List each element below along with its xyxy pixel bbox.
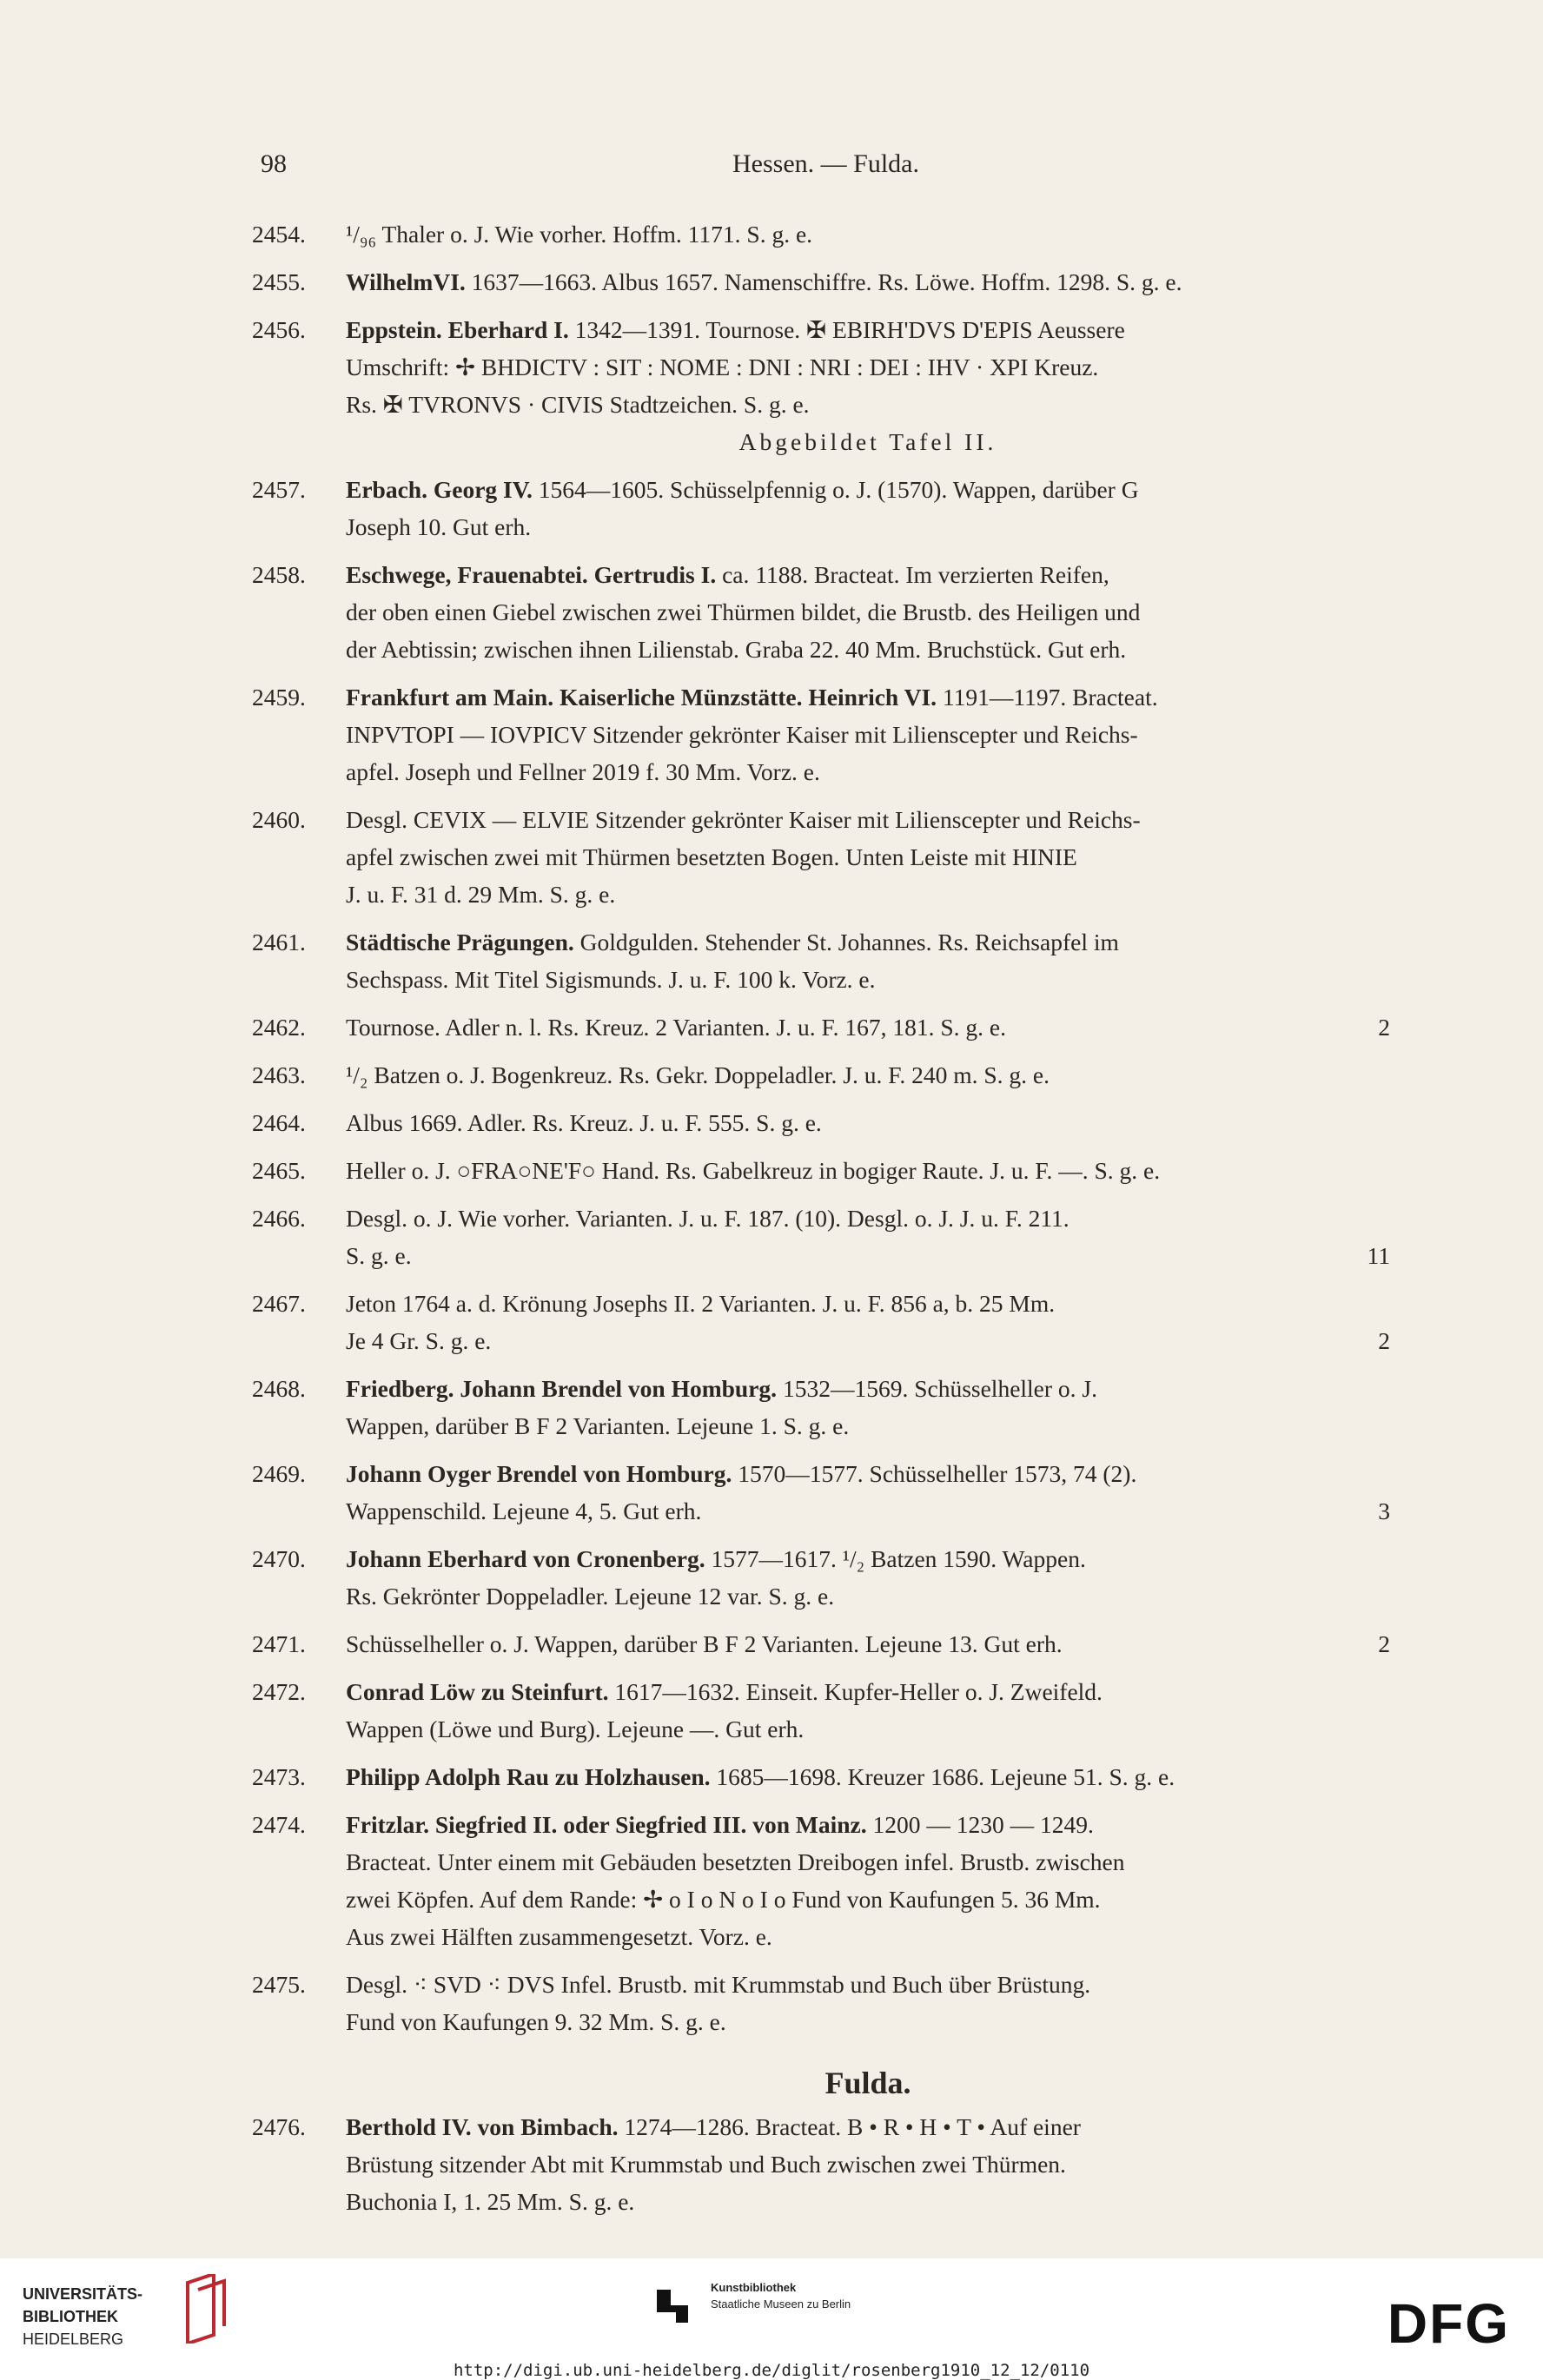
catalogue-entry [252, 1966, 1390, 2040]
entry-line [346, 1008, 1390, 1046]
entry-line [346, 716, 1390, 753]
entry-text: der oben einen Giebel zwischen zwei Thürmen bildet, die Brustb. des Heiligen und [346, 598, 1141, 625]
catalogue-entry [252, 215, 1390, 253]
entry-line [346, 1152, 1390, 1189]
entry-heading: Erbach. Georg IV. [346, 476, 533, 503]
entry-text: 1564—1605. Schüsselpfennig o. J. (1570). Wappen, darüber G [538, 476, 1139, 503]
entry-text: 1342—1391. Tournose. ✠ EBIRH'DVS D'EPIS Aeussere [574, 316, 1125, 343]
entry-text: 1532—1569. Schüsselheller o. J. [782, 1375, 1097, 1402]
entry-text: Wappen (Löwe und Burg). Lejeune —. Gut erh. [346, 1716, 805, 1742]
entry-line [346, 1237, 1390, 1274]
entry-number: 2460. [252, 806, 306, 833]
catalogue-entry [252, 1806, 1390, 1955]
entry-text: ¹/₉₆ Thaler o. J. Wie vorher. Hoffm. 1171. S. g. e. [346, 221, 813, 248]
catalogue-entry [252, 1540, 1390, 1615]
entry-text: 1577—1617. ¹/₂ Batzen 1590. Wappen. [711, 1545, 1086, 1572]
entry-text: 1617—1632. Einseit. Kupfer-Heller o. J. Zweifeld. [614, 1678, 1103, 1705]
entry-line [346, 348, 1390, 386]
catalogue-entry [252, 1056, 1390, 1094]
entry-line [346, 1577, 1390, 1615]
catalogue-entry [252, 2108, 1390, 2220]
entry-line [346, 1881, 1390, 1918]
entry-line [346, 556, 1390, 593]
entry-heading: Johann Oyger Brendel von Homburg. [346, 1460, 732, 1487]
entry-number: 2455. [252, 268, 306, 295]
entry-text: Goldgulden. Stehender St. Johannes. Rs. Reichsapfel im [579, 929, 1119, 955]
entry-line [346, 263, 1390, 301]
plate-caption: Abgebildet Tafel II. [738, 428, 997, 455]
entry-line [346, 311, 1390, 348]
catalogue-entries [252, 215, 1390, 2231]
entry-text: Tournose. Adler n. l. Rs. Kreuz. 2 Varianten. J. u. F. 167, 181. S. g. e. [346, 1014, 1006, 1041]
library-name-line3: HEIDELBERG [23, 2330, 124, 2348]
entry-line [346, 1104, 1390, 1141]
entry-heading: Johann Eberhard von Cronenberg. [346, 1545, 705, 1572]
entry-number: 2459. [252, 684, 306, 711]
entry-line [346, 923, 1390, 961]
catalogue-entry [252, 1758, 1390, 1795]
entry-number: 2465. [252, 1157, 306, 1184]
catalogue-entry [252, 923, 1390, 998]
entry-line [346, 1843, 1390, 1881]
entry-heading: Conrad Löw zu Steinfurt. [346, 1678, 609, 1705]
entry-text: Rs. Gekrönter Doppeladler. Lejeune 12 var. S. g. e. [346, 1583, 835, 1610]
entry-text: 1685—1698. Kreuzer 1686. Lejeune 51. S. g. e. [716, 1763, 1175, 1790]
entry-line [346, 1966, 1390, 2003]
permalink-url[interactable]: http://digi.ub.uni-heidelberg.de/diglit/rosenberg1910_12_12/0110 [453, 2361, 1090, 2380]
entry-line [346, 1322, 1390, 1359]
entry-text: 1274—1286. Bracteat. B • R • H • T • Auf einer [624, 2113, 1081, 2140]
catalogue-entry [252, 263, 1390, 301]
catalogue-entry [252, 1152, 1390, 1189]
catalogue-entry [252, 1370, 1390, 1445]
kunstbibliothek-logo [650, 2278, 911, 2347]
entry-text: 1637—1663. Albus 1657. Namenschiffre. Rs. Löwe. Hoffm. 1298. S. g. e. [471, 268, 1182, 295]
entry-text: INPVTOPI — IOVPICV Sitzender gekrönter Kaiser mit Lilienscepter und Reichs- [346, 721, 1138, 748]
entry-line [346, 2003, 1390, 2040]
catalogue-entry [252, 471, 1390, 545]
running-header [261, 149, 1391, 188]
entry-heading: Eschwege, Frauenabtei. Gertrudis I. [346, 561, 717, 588]
entry-line [346, 1806, 1390, 1843]
entry-text: ca. 1188. Bracteat. Im verzierten Reifen, [722, 561, 1109, 588]
entry-line [346, 801, 1390, 838]
catalogue-entry [252, 1104, 1390, 1141]
catalogue-entry [252, 1200, 1390, 1274]
entry-number: 2462. [252, 1014, 306, 1041]
running-title: Hessen. — Fulda. [732, 149, 919, 178]
entry-heading: Frankfurt am Main. Kaiserliche Münzstätte. Heinrich VI. [346, 684, 937, 711]
entry-line [346, 961, 1390, 998]
entry-number: 2471. [252, 1630, 306, 1657]
entry-text: Rs. ✠ TVRONVS · CIVIS Stadtzeichen. S. g. e. [346, 391, 810, 418]
entry-line [346, 2183, 1390, 2220]
entry-text: J. u. F. 31 d. 29 Mm. S. g. e. [346, 881, 616, 908]
catalogue-entry [252, 1625, 1390, 1663]
entry-count: 3 [1378, 1497, 1390, 1524]
entry-text: Desgl. o. J. Wie vorher. Varianten. J. u. F. 187. (10). Desgl. o. J. J. u. F. 211. [346, 1205, 1070, 1232]
entry-number: 2461. [252, 929, 306, 955]
entry-heading: Fritzlar. Siegfried II. oder Siegfried III. von Mainz. [346, 1811, 867, 1838]
entry-text: Sechspass. Mit Titel Sigismunds. J. u. F. 100 k. Vorz. e. [346, 966, 876, 993]
entry-text: 1200 — 1230 — 1249. [872, 1811, 1094, 1838]
entry-line [346, 593, 1390, 631]
catalogue-entry [252, 1455, 1390, 1530]
entry-text: apfel zwischen zwei mit Thürmen besetzten Bogen. Unten Leiste mit HINIE [346, 843, 1077, 870]
kunstbibliothek-emblem-icon [650, 2281, 695, 2326]
entry-line [346, 1918, 1390, 1955]
entry-line [346, 1710, 1390, 1748]
entry-line [346, 2145, 1390, 2183]
catalogue-entry [252, 1285, 1390, 1359]
entry-line [346, 508, 1390, 545]
entry-number: 2473. [252, 1763, 306, 1790]
entry-number: 2475. [252, 1971, 306, 1998]
entry-number: 2463. [252, 1061, 306, 1088]
section-heading-fulda: Fulda. [824, 2066, 911, 2100]
entry-number: 2476. [252, 2113, 306, 2140]
entry-text: Wappenschild. Lejeune 4, 5. Gut erh. [346, 1497, 702, 1524]
entry-text: S. g. e. [346, 1242, 412, 1269]
entry-text: Desgl. ⁖ SVD ⁖ DVS Infel. Brustb. mit Krummstab und Buch über Brüstung. [346, 1971, 1091, 1998]
entry-text: 1570—1577. Schüsselheller 1573, 74 (2). [738, 1460, 1137, 1487]
entry-line [346, 215, 1390, 253]
entry-line [346, 1455, 1390, 1492]
entry-line [346, 1285, 1390, 1322]
entry-count: 2 [1378, 1327, 1390, 1354]
entry-text: apfel. Joseph und Fellner 2019 f. 30 Mm. Vorz. e. [346, 758, 820, 785]
catalogue-entry [252, 1673, 1390, 1748]
entry-text: Je 4 Gr. S. g. e. [346, 1327, 492, 1354]
library-name-line2: BIBLIOTHEK [23, 2308, 118, 2325]
entry-line [346, 838, 1390, 876]
entry-text: Fund von Kaufungen 9. 32 Mm. S. g. e. [346, 2008, 726, 2035]
kb-subtitle: Staatliche Museen zu Berlin [711, 2297, 851, 2311]
kb-title: Kunstbibliothek [711, 2281, 797, 2294]
entry-count: 2 [1378, 1630, 1390, 1657]
entry-line [346, 678, 1390, 716]
entry-heading: Philipp Adolph Rau zu Holzhausen. [346, 1763, 711, 1790]
entry-number: 2468. [252, 1375, 306, 1402]
entry-count: 2 [1378, 1014, 1390, 1041]
entry-text: Brüstung sitzender Abt mit Krummstab und Buch zwischen zwei Thürmen. [346, 2151, 1066, 2178]
entry-text: Desgl. CEVIX — ELVIE Sitzender gekrönter Kaiser mit Lilienscepter und Reichs- [346, 806, 1141, 833]
entry-text: Umschrift: ✢ BHDICTV : SIT : NOME : DNI : NRI : DEI : IHV · XPI Kreuz. [346, 354, 1099, 380]
entry-line [346, 1492, 1390, 1530]
entry-count: 11 [1367, 1242, 1390, 1269]
library-emblem-icon [179, 2274, 231, 2344]
entry-text: ¹/₂ Batzen o. J. Bogenkreuz. Rs. Gekr. Doppeladler. J. u. F. 240 m. S. g. e. [346, 1061, 1050, 1088]
dfg-logo: DFG [1387, 2292, 1510, 2355]
entry-text: Joseph 10. Gut erh. [346, 513, 532, 540]
entry-heading: Eppstein. Eberhard I. [346, 316, 569, 343]
fulda-entry-list [252, 2108, 1390, 2220]
catalogue-entry [252, 311, 1390, 460]
entry-text: Albus 1669. Adler. Rs. Kreuz. J. u. F. 555. S. g. e. [346, 1109, 822, 1136]
entry-text: Jeton 1764 a. d. Krönung Josephs II. 2 Varianten. J. u. F. 856 a, b. 25 Mm. [346, 1290, 1056, 1317]
entry-number: 2470. [252, 1545, 306, 1572]
catalogue-entry [252, 556, 1390, 668]
hessen-entry-list [252, 215, 1390, 2040]
entry-number: 2457. [252, 476, 306, 503]
entry-number: 2474. [252, 1811, 306, 1838]
entry-line [346, 386, 1390, 423]
entry-text: Aus zwei Hälften zusammengesetzt. Vorz. e. [346, 1923, 772, 1950]
catalogue-entry [252, 801, 1390, 913]
entry-heading: Berthold IV. von Bimbach. [346, 2113, 619, 2140]
entry-line [346, 1407, 1390, 1445]
entry-heading: Friedberg. Johann Brendel von Homburg. [346, 1375, 778, 1402]
entry-line [346, 753, 1390, 790]
catalogue-entry [252, 678, 1390, 790]
entry-line [346, 1758, 1390, 1795]
entry-line [346, 631, 1390, 668]
entry-line [346, 1625, 1390, 1663]
entry-line [346, 1540, 1390, 1577]
entry-text: Wappen, darüber B F 2 Varianten. Lejeune 1. S. g. e. [346, 1412, 850, 1439]
entry-line [346, 1056, 1390, 1094]
entry-number: 2456. [252, 316, 306, 343]
entry-text: Bracteat. Unter einem mit Gebäuden besetzten Dreibogen infel. Brustb. zwischen [346, 1848, 1125, 1875]
entry-line [346, 1200, 1390, 1237]
university-library-logo [23, 2274, 240, 2370]
entry-line [346, 876, 1390, 913]
entry-number: 2458. [252, 561, 306, 588]
entry-number: 2466. [252, 1205, 306, 1232]
entry-line [346, 471, 1390, 508]
entry-number: 2454. [252, 221, 306, 248]
entry-number: 2469. [252, 1460, 306, 1487]
digitization-footer [0, 2258, 1543, 2380]
entry-text: zwei Köpfen. Auf dem Rande: ✢ o I o N o I o Fund von Kaufungen 5. 36 Mm. [346, 1886, 1101, 1913]
entry-number: 2472. [252, 1678, 306, 1705]
entry-text: Buchonia I, 1. 25 Mm. S. g. e. [346, 2188, 635, 2215]
entry-number: 2467. [252, 1290, 306, 1317]
entry-text: Heller o. J. ○FRA○NE'F○ Hand. Rs. Gabelkreuz in bogiger Raute. J. u. F. —. S. g. e. [346, 1157, 1161, 1184]
entry-heading: Städtische Prägungen. [346, 929, 574, 955]
entry-number: 2464. [252, 1109, 306, 1136]
library-name-line1: UNIVERSITÄTS- [23, 2285, 143, 2303]
entry-line [346, 1370, 1390, 1407]
entry-line [346, 2108, 1390, 2145]
entry-text: Schüsselheller o. J. Wappen, darüber B F 2 Varianten. Lejeune 13. Gut erh. [346, 1630, 1063, 1657]
page-number: 98 [261, 149, 287, 178]
catalogue-entry [252, 1008, 1390, 1046]
entry-text: der Aebtissin; zwischen ihnen Lilienstab. Graba 22. 40 Mm. Bruchstück. Gut erh. [346, 636, 1127, 663]
entry-heading: WilhelmVI. [346, 268, 466, 295]
entry-line [346, 1673, 1390, 1710]
entry-text: 1191—1197. Bracteat. [942, 684, 1158, 711]
